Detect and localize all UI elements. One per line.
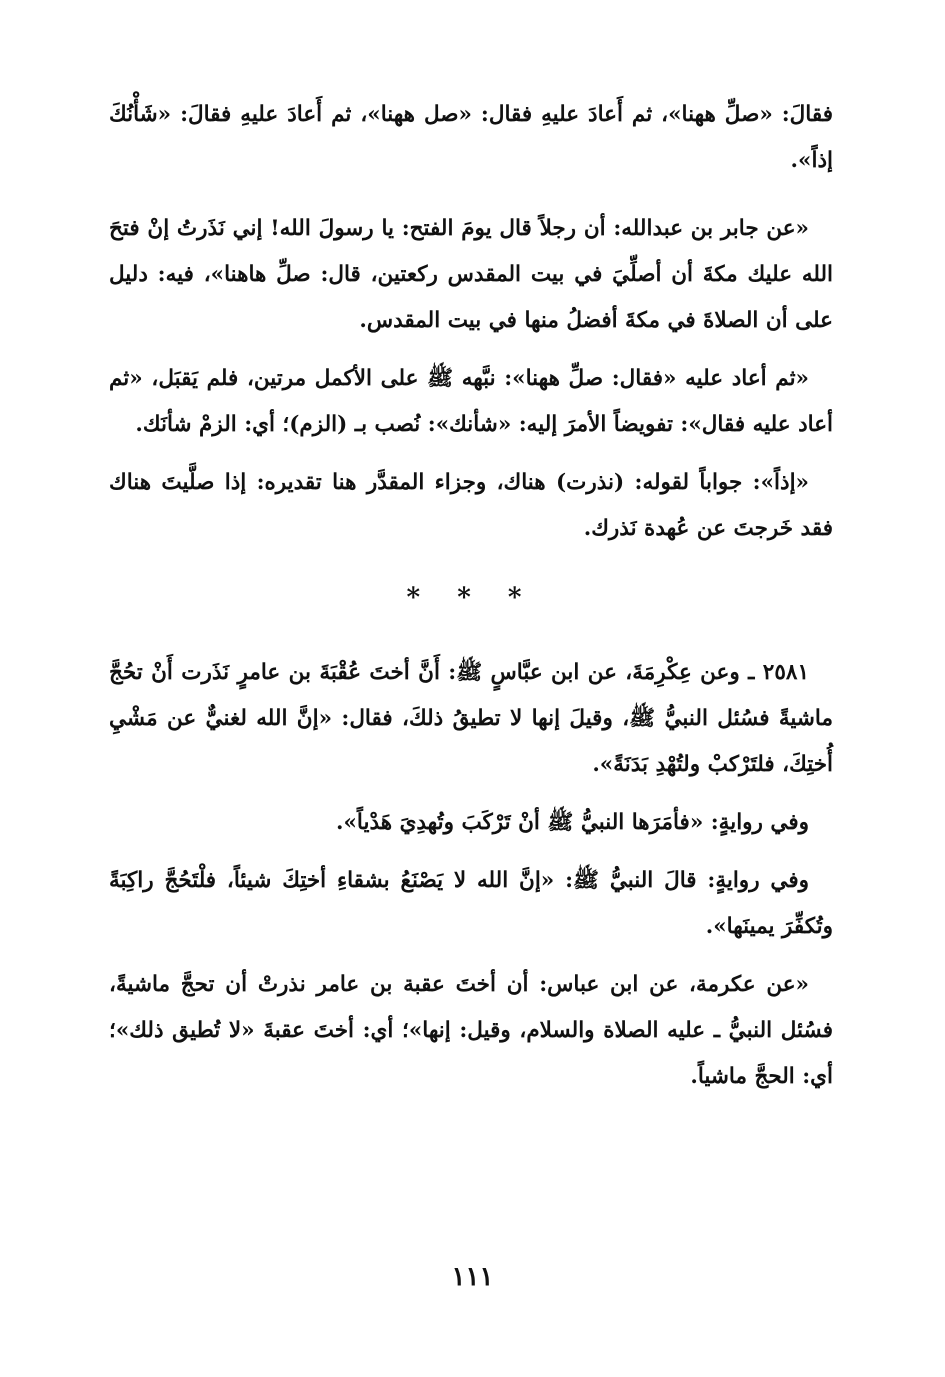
commentary-paragraph: «إذاً»: جواباً لقوله: (نذرت) هناك، وجزاء المقدَّر هنا تقديره: إذا صلَّيتَ هناك فقد خَرجتَ عن عُهدة نَذرك. (109, 470, 833, 541)
commentary-paragraph: «ثم أعاد عليه «فقال: صلِّ ههنا»: نبَّهه ﷺ على الأكمل مرتين، فلم يَقبَل، «ثم أعاد عليه فقال»: تفويضاً الأمرَ إليه: «شأنك»: نُصب بـ (الزم)؛ أي: الزمْ شأنَك. (109, 366, 833, 437)
page-body (109, 92, 833, 1100)
commentary-paragraph: «عن جابر بن عبدالله: أن رجلاً قال يومَ الفتح: يا رسولَ الله! إني نَذَرتُ إنْ فتحَ الله عليك مكةَ أن أصلِّيَ في بيت المقدس ركعتين، قال: صلِّ هاهنا»، فيه: دليل على أن الصلاةَ في مكةَ أفضلُ منها في بيت المقدس. (109, 216, 833, 333)
commentary-paragraph: «عن عكرمة، عن ابن عباس: أن أختَ عقبة بن عامر نذرتْ أن تحجَّ ماشيةً، فسُئل النبيُّ ـ عليه الصلاة والسلام، وقيل: إنها»؛ أي: أختَ عقبةَ «لا تُطيق ذلك»؛ أي: الحجَّ ماشياً. (109, 972, 833, 1089)
hadith-paragraph: وفي روايةٍ: «فأمَرَها النبيُّ ﷺ أنْ تَرْكَبَ وتُهدِيَ هَدْياً». (336, 810, 809, 835)
hadith-paragraph: وفي روايةٍ: قالَ النبيُّ ﷺ: «إنَّ الله لا يَصْنَعُ بشقاءِ أختِكَ شيئاً، فلْتَحُجَّ راكِبَةً وتُكفِّرَ يمينَها». (109, 868, 833, 939)
section-separator: * * * (406, 583, 536, 613)
commentary-paragraph: فقالَ: «صلِّ ههنا»، ثم أَعادَ عليهِ فقال: «صل ههنا»، ثم أَعادَ عليهِ فقالَ: «شَأْنُكَ إذاً». (109, 102, 833, 173)
page-number: ١١١ (451, 1262, 494, 1292)
hadith-paragraph: ٢٥٨١ ـ وعن عِكْرِمَةَ، عن ابن عبَّاسٍ ﷺ: أَنَّ أختَ عُقْبَةَ بن عامرٍ نَذَرت أَنْ تحُجَّ ماشيةً فسُئل النبيُّ ﷺ، وقيلَ إنها لا تطيقُ ذلكَ، فقال: «إنَّ الله لغنيٌّ عن مَشْيِ أُختِكَ، فلتَرْكبْ ولتُهْدِ بَدَنَةً». (109, 660, 833, 777)
